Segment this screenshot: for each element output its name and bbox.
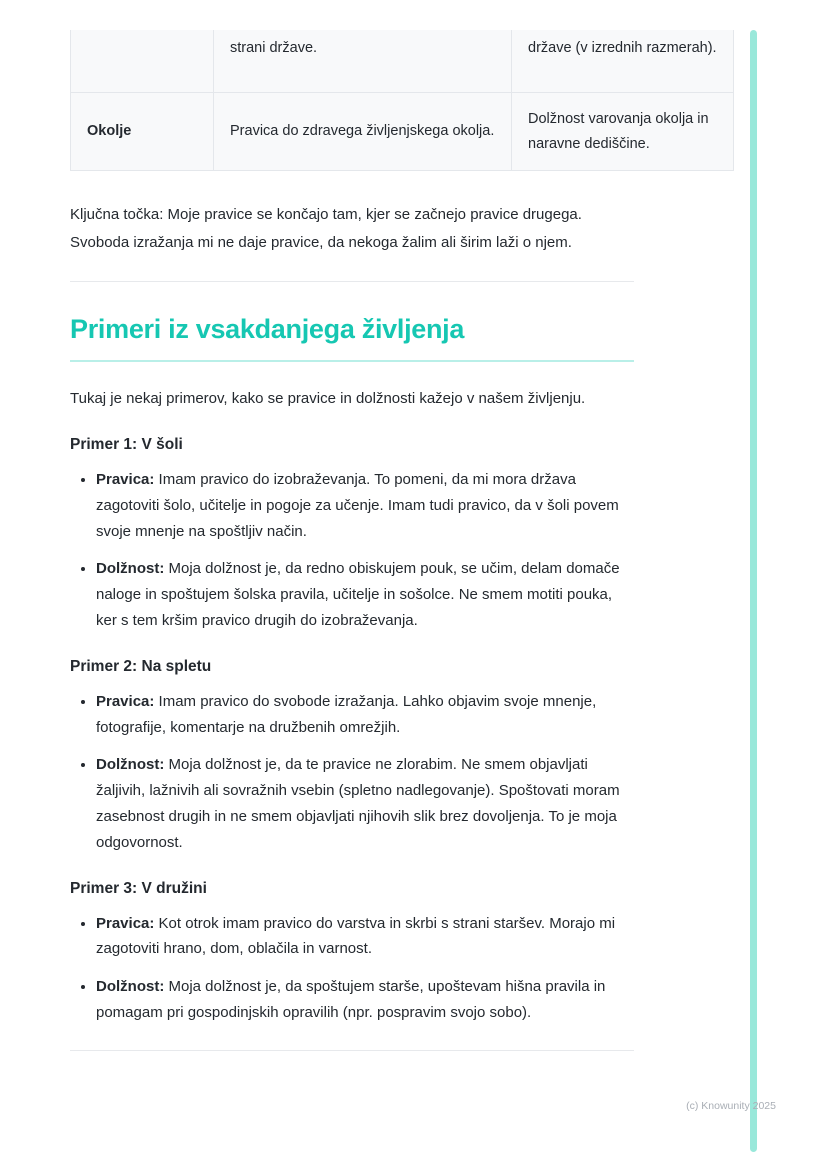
table-row xyxy=(71,30,734,93)
list-item-label: Dolžnost: xyxy=(96,560,165,578)
list-item-text: Imam pravico do izobraževanja. To pomeni, da mi mora država zagotoviti šolo, učitelje in pogoje za učenje. Imam tudi pravico, da v šoli povem svoje mnenje na spoštljiv način. xyxy=(96,471,619,540)
section-intro: Tukaj je nekaj primerov, kako se pravice in dolžnosti kažejo v našem življenju. xyxy=(70,389,586,407)
section-divider xyxy=(70,281,634,282)
table-cell-duty: države (v izrednih razmerah). xyxy=(512,30,734,93)
table-cell-category: Okolje xyxy=(71,93,214,171)
list-item-label: Dolžnost: xyxy=(96,978,165,996)
table-cell-right: strani države. xyxy=(214,30,512,93)
list-item xyxy=(96,467,634,544)
table-row xyxy=(71,93,734,171)
list-item-label: Pravica: xyxy=(96,471,155,489)
list-item xyxy=(96,556,634,633)
example-3-heading: Primer 3: V družini xyxy=(70,879,207,897)
example-1-heading: Primer 1: V šoli xyxy=(70,436,183,454)
list-item-text: Imam pravico do svobode izražanja. Lahko objavim svoje mnenje, fotografije, komentarje na družbenih omrežjih. xyxy=(96,692,597,736)
table-cell-right: Pravica do zdravega življenjskega okolja. xyxy=(214,93,512,171)
example-2-list xyxy=(70,689,634,856)
example-1-list xyxy=(70,467,634,634)
list-item xyxy=(96,974,634,1026)
example-2-heading: Primer 2: Na spletu xyxy=(70,657,212,675)
page-title: Primeri iz vsakdanjega življenja xyxy=(70,314,634,362)
list-item-label: Dolžnost: xyxy=(96,756,165,774)
list-item-text: Kot otrok imam pravico do varstva in skrbi s strani staršev. Morajo mi zagotoviti hrano, dom, oblačila in varnost. xyxy=(96,914,616,958)
list-item-label: Pravica: xyxy=(96,914,155,932)
table-cell-duty: Dolžnost varovanja okolja in naravne dediščine. xyxy=(512,93,734,171)
copyright-text: (c) Knowunity 2025 xyxy=(686,1100,776,1112)
list-item xyxy=(96,911,634,963)
scrollbar-thumb[interactable] xyxy=(750,30,757,1152)
bottom-divider xyxy=(70,1050,634,1051)
rights-duties-table xyxy=(70,30,734,171)
key-point-paragraph: Ključna točka: Moje pravice se končajo tam, kjer se začnejo pravice drugega. Svoboda izražanja mi ne daje pravice, da nekoga žalim ali širim laži o njem. xyxy=(70,206,582,252)
list-item xyxy=(96,689,634,741)
example-3-list xyxy=(70,911,634,1026)
list-item-text: Moja dolžnost je, da spoštujem starše, upoštevam hišna pravila in pomagam pri gospodinjskih opravilih (npr. pospravim svojo sobo). xyxy=(96,978,606,1021)
list-item xyxy=(96,752,634,855)
document-page xyxy=(70,30,717,1051)
list-item-label: Pravica: xyxy=(96,692,155,710)
list-item-text: Moja dolžnost je, da te pravice ne zlorabim. Ne smem objavljati žaljivih, lažnivih ali sovražnih vsebin (spletno nadlegovanje). Spoštovati moram zasebnost drugih in ne smem objavljati njihovih slik brez dovoljenja. To je moja odgovornost. xyxy=(96,756,620,851)
list-item-text: Moja dolžnost je, da redno obiskujem pouk, se učim, delam domače naloge in spoštujem šolska pravila, učitelje in sošolce. Ne smem motiti pouka, ker s tem kršim pravico drugih do izobraževanja. xyxy=(96,560,620,630)
table-cell-category xyxy=(71,30,214,93)
